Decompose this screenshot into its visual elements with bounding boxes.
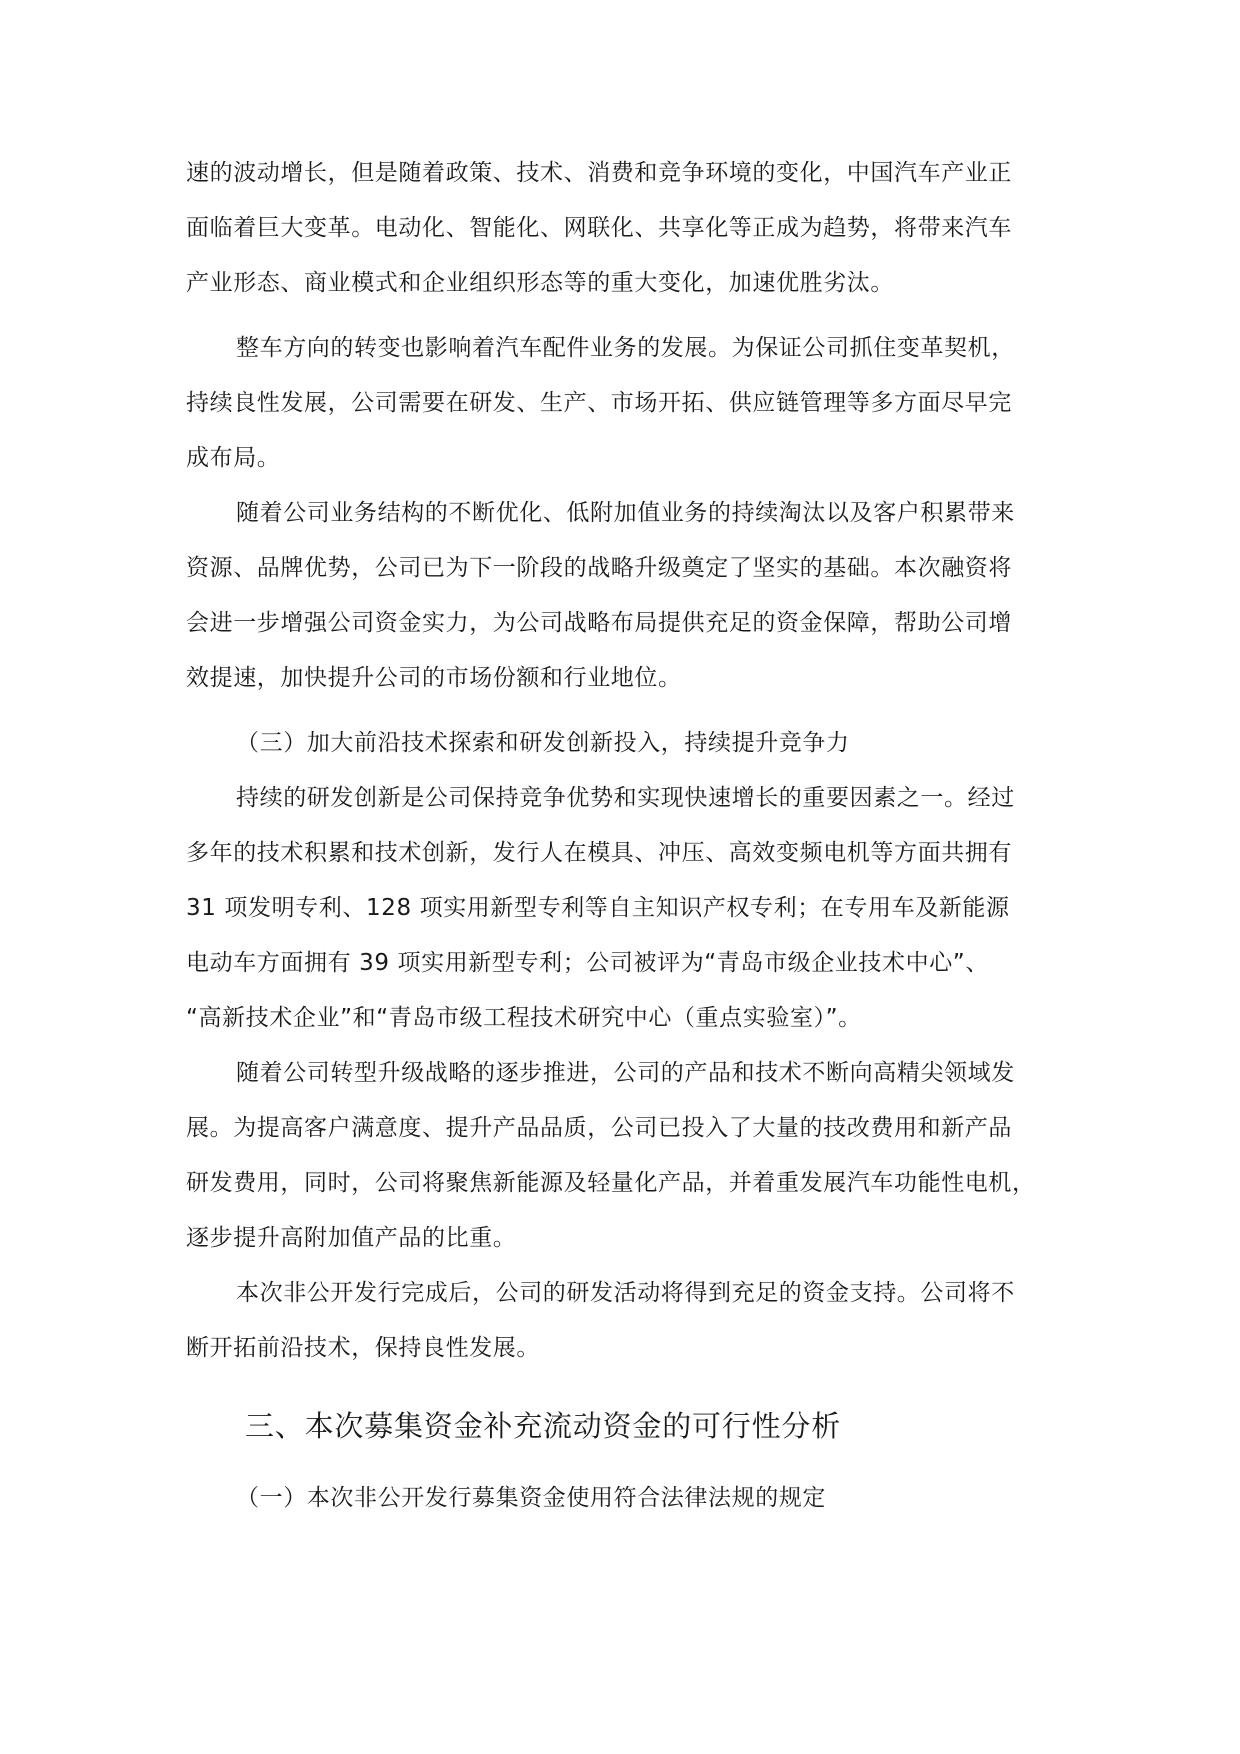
- paragraph-line: 效提速，加快提升公司的市场份额和行业地位。: [186, 665, 682, 691]
- paragraph-line: 展。为提高客户满意度、提升产品品质，公司已投入了大量的技改费用和新产品: [186, 1115, 1012, 1141]
- paragraph-line: 电动车方面拥有 39 项实用新型专利；公司被评为“青岛市级企业技术中心”、: [186, 950, 989, 976]
- paragraph-line: 资源、品牌优势，公司已为下一阶段的战略升级奠定了坚实的基础。本次融资将: [186, 555, 1012, 581]
- subheading-three: （三）加大前沿技术探索和研发创新投入，持续提升竞争力: [236, 730, 850, 756]
- paragraph-line: 速的波动增长，但是随着政策、技术、消费和竞争环境的变化，中国汽车产业正: [186, 160, 1012, 186]
- paragraph-line: 成布局。: [186, 445, 281, 471]
- paragraph-line: 产业形态、商业模式和企业组织形态等的重大变化，加速优胜劣汰。: [186, 270, 894, 296]
- paragraph-line: 持续的研发创新是公司保持竞争优势和实现快速增长的重要因素之一。经过: [236, 785, 1015, 811]
- section-heading: 三、本次募集资金补充流动资金的可行性分析: [245, 1409, 842, 1443]
- paragraph-line: “高新技术企业”和“青岛市级工程技术研究中心（重点实验室）”。: [186, 1005, 862, 1031]
- paragraph-line: 整车方向的转变也影响着汽车配件业务的发展。为保证公司抓住变革契机，: [236, 335, 1015, 361]
- paragraph-line: 会进一步增强公司资金实力，为公司战略布局提供充足的资金保障，帮助公司增: [186, 610, 1012, 636]
- paragraph-line: 随着公司转型升级战略的逐步推进，公司的产品和技术不断向高精尖领域发: [236, 1060, 1015, 1086]
- paragraph-line: 持续良性发展，公司需要在研发、生产、市场开拓、供应链管理等多方面尽早完: [186, 390, 1012, 416]
- paragraph-line: 面临着巨大变革。电动化、智能化、网联化、共享化等正成为趋势，将带来汽车: [186, 215, 1012, 241]
- paragraph-line: 本次非公开发行完成后，公司的研发活动将得到充足的资金支持。公司将不: [236, 1280, 1015, 1306]
- paragraph-line: 研发费用，同时，公司将聚焦新能源及轻量化产品，并着重发展汽车功能性电机，: [186, 1170, 1036, 1196]
- paragraph-line: 随着公司业务结构的不断优化、低附加值业务的持续淘汰以及客户积累带来: [236, 500, 1015, 526]
- paragraph-line: 多年的技术积累和技术创新，发行人在模具、冲压、高效变频电机等方面共拥有: [186, 840, 1012, 866]
- paragraph-line: 31 项发明专利、128 项实用新型专利等自主知识产权专利；在专用车及新能源: [186, 895, 1010, 921]
- paragraph-line: 断开拓前沿技术，保持良性发展。: [186, 1335, 540, 1361]
- paragraph-line: 逐步提升高附加值产品的比重。: [186, 1225, 517, 1251]
- subheading-one: （一）本次非公开发行募集资金使用符合法律法规的规定: [236, 1485, 826, 1511]
